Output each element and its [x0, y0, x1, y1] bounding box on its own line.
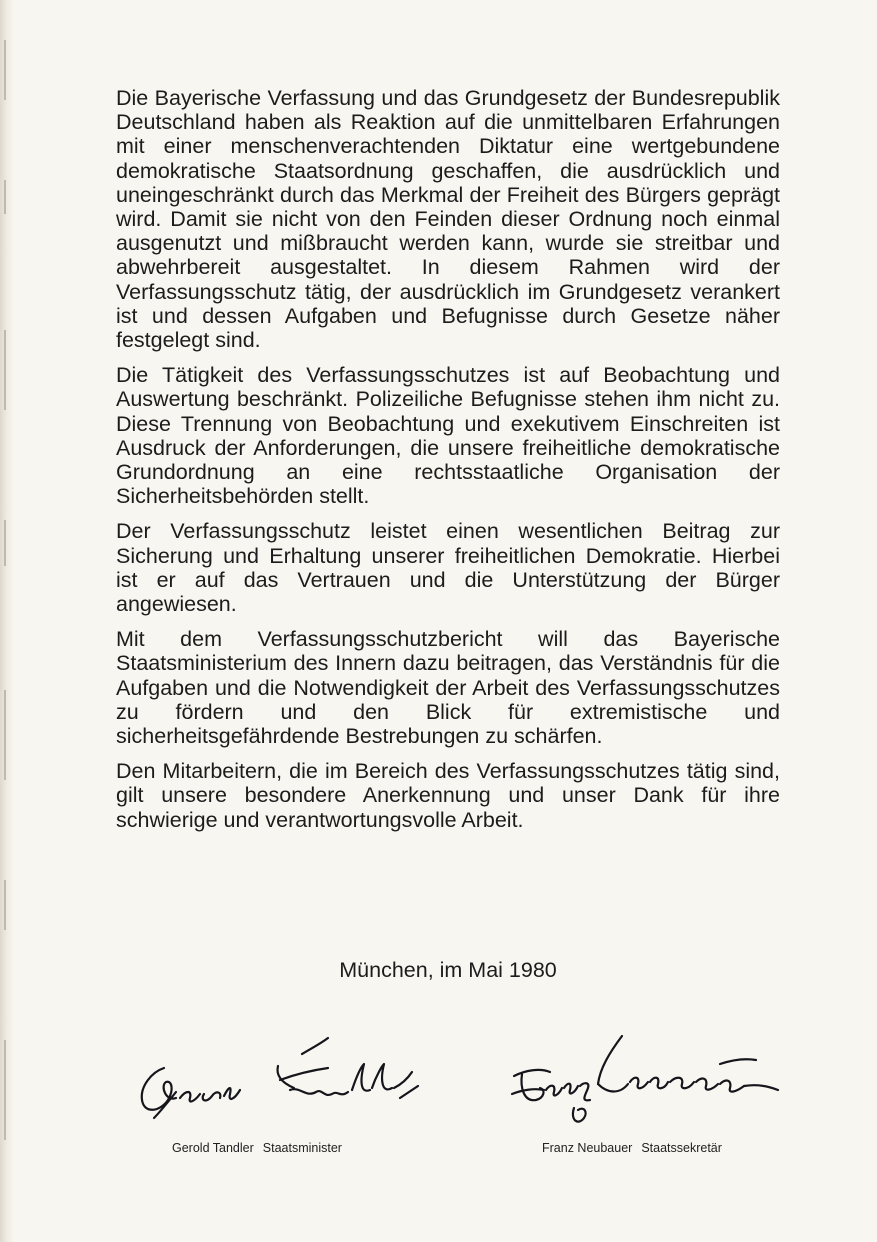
spine-mark	[4, 880, 6, 930]
signature-gerold-tandler	[130, 1028, 430, 1136]
paragraph: Die Bayerische Verfassung und das Grundgesetz der Bundesrepublik Deutschland haben als Reaktion auf die unmittelbaren Erfahrungen mit einer menschenverachtenden Diktatur eine wertgebundene demokratische Staatsordnung geschaffen, die ausdrücklich und uneingeschränkt durch das Merkmal der Freiheit des Bürgers geprägt wird. Damit sie nicht von den Feinden dieser Ordnung noch einmal ausgenutzt und mißbraucht werden kann, wurde sie streitbar und abwehrbereit ausgestaltet. In diesem Rahmen wird der Verfassungsschutz tätig, der ausdrücklich im Grundgesetz verankert ist und dessen Aufgaben und Befugnisse durch Gesetze näher festgelegt sind.	[116, 86, 780, 353]
signatory-name: Franz Neubauer	[542, 1141, 633, 1155]
spine-mark	[4, 1040, 6, 1140]
spine-mark	[4, 520, 6, 566]
signatory-caption	[542, 1140, 722, 1156]
place-date-line: München, im Mai 1980	[339, 958, 557, 982]
paragraph: Die Tätigkeit des Verfassungsschutzes ist auf Beobachtung und Auswertung beschränkt. Polizeiliche Befugnisse stehen ihm nicht zu. Diese Trennung von Beobachtung und exekutivem Einschreiten ist Ausdruck der Anforderungen, die unsere freiheitliche demokratische Grundordnung an eine rechtsstaatliche Organisation der Sicherheitsbehörden stellt.	[116, 363, 780, 509]
paragraph: Der Verfassungsschutz leistet einen wesentlichen Beitrag zur Sicherung und Erhaltung unserer freiheitlichen Demokratie. Hierbei ist er auf das Vertrauen und die Unterstützung der Bürger angewiesen.	[116, 519, 780, 617]
page-spine-edge	[0, 0, 14, 1242]
paragraph: Den Mitarbeitern, die im Bereich des Verfassungsschutzes tätig sind, gilt unsere besondere Anerkennung und unser Dank für ihre schwierige und verantwortungsvolle Arbeit.	[116, 759, 780, 832]
body-text	[116, 86, 780, 843]
paragraph: Mit dem Verfassungsschutzbericht will das Bayerische Staatsministerium des Innern dazu beitragen, das Verständnis für die Aufgaben und die Notwendigkeit der Arbeit des Verfassungsschutzes zu fördern und den Blick für extremistische und sicherheitsgefährdende Bestrebungen zu schärfen.	[116, 627, 780, 749]
signatory-caption	[172, 1140, 342, 1156]
spine-mark	[4, 40, 6, 100]
signature-franz-neubauer	[500, 1028, 800, 1136]
spine-mark	[4, 330, 6, 410]
signatory-title: Staatssekretär	[641, 1141, 722, 1155]
spine-mark	[4, 180, 6, 214]
spine-mark	[4, 690, 6, 780]
signatory-name: Gerold Tandler	[172, 1141, 254, 1155]
signatory-title: Staatsminister	[262, 1141, 342, 1155]
